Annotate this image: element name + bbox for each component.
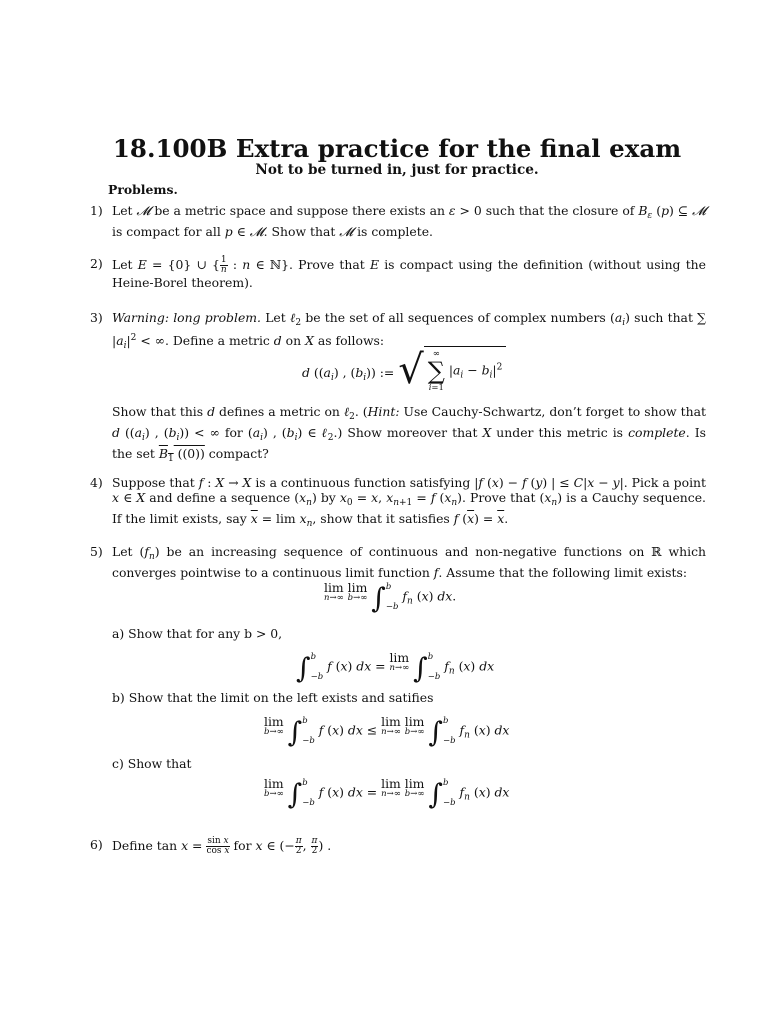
document-subtitle: Not to be turned in, just for practice. <box>255 162 539 178</box>
limit-expression: lim n→∞ lim b→∞ ∫b −b $f_n$ (x) dx. <box>324 580 457 615</box>
problem-3-continued <box>90 404 706 467</box>
problem-2 <box>90 256 706 290</box>
problem-text: Define tan x = $\frac{\text{sin x}}{\text{cos x}}$ for x ∈ (− $\frac{\pi}{2}$ , $\frac{\pi}{2}$ ) . <box>112 836 332 856</box>
problems-heading: Problems. <box>108 182 178 197</box>
part-a-label: a) Show that for any b > 0, <box>112 626 283 641</box>
problem-1 <box>90 203 706 239</box>
part-a-equation: ∫b −b f (x) dx = lim n→∞ ∫b −b $f_n$ (x) dx <box>296 650 495 685</box>
problem-text: Let E = {0} ∪ { $\frac{1}{n}$ : n ∈ ℕ}. Prove that E is compact using the definition (without using the Heine-Borel theorem). <box>112 255 706 290</box>
problem-number: 5) <box>90 544 103 559</box>
document-title: 18.100B Extra practice for the final exam <box>112 134 682 163</box>
problem-text: Show that this d defines a metric on ℓ$_2$. (Hint: Use Cauchy-Schwartz, don’t forget to show that d ($(a_i)$ , $(b_i)$) < ∞ for $(a_i)$ , $(b_i)$ ∈ ℓ$_2$.) Show moreover that X under this metric is complete. Is the set $B_1$ ((0)) compact? <box>112 404 706 464</box>
metric-definition: d ($(a_i)$ , $(b_i)$) := √ ∞ ∑ i=1 $|a_i - b_i|^2$ <box>302 346 506 393</box>
problem-text: Suppose that f : X → X is a continuous function satisfying |f (x) − f (y) | ≤ C|x − y|. Pick a point x ∈ X and define a sequence $(x_n)$ by $x_0 = x$, $x_{n+1} = f$ $(x_n)$. Prove that $(x_n)$ is a Cauchy sequence. If the limit exists, say $\overline{x} = \lim x_n$, show that it satisfies f $(\overline{x}) = \overline{x}$. <box>112 475 706 529</box>
problem-4 <box>90 475 706 532</box>
problem-text: Let $(f_n)$ be an increasing sequence of continuous and non-negative functions on ℝ which converges pointwise to a continuous limit function f. Assume that the following limit exists: <box>112 544 706 580</box>
problem-number: 4) <box>90 475 103 490</box>
problem-number: 2) <box>90 256 103 271</box>
problem-text: Let 𝓜 be a metric space and suppose there exists an ε > 0 such that the closure of $B_\varepsilon$ (p) ⊆ 𝓜 is compact for all p ∈ 𝓜. Show that 𝓜 is complete. <box>112 203 707 239</box>
part-c-equation: lim b→∞ ∫b −b f (x) dx = lim n→∞ lim b→∞ ∫b −b $f_n$ (x) dx <box>264 776 510 811</box>
problem-number: 1) <box>90 203 103 218</box>
problem-number: 6) <box>90 837 103 852</box>
part-b-equation: lim b→∞ ∫b −b f (x) dx ≤ lim n→∞ lim b→∞ ∫b −b $f_n$ (x) dx <box>264 714 510 749</box>
part-c-label: c) Show that <box>112 756 192 771</box>
problem-5 <box>90 544 706 580</box>
part-b-label: b) Show that the limit on the left exists and satifies <box>112 690 434 705</box>
problem-text: Warning: long problem. Let ℓ$_2$ be the set of all sequences of complex numbers $(a_i)$ such that ∑ $|a_i|^2$ < ∞. Define a metric d on X as follows: <box>112 310 706 351</box>
problem-6 <box>90 837 706 856</box>
problem-number: 3) <box>90 310 103 325</box>
